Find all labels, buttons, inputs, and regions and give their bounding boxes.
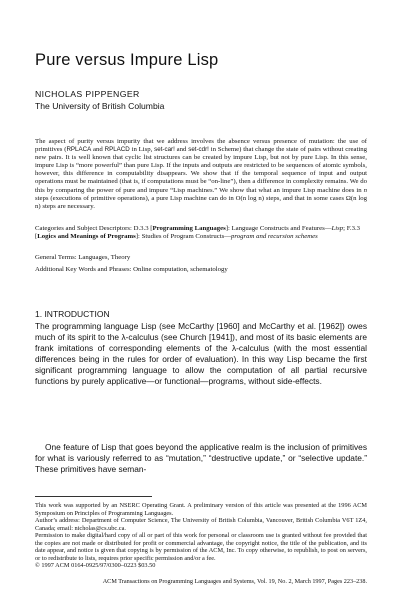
categories-text: ]: Studies of Program Constructs—	[135, 233, 232, 241]
abstract-text: and	[174, 146, 189, 154]
intro-paragraph: One feature of Lisp that goes beyond the applicative realm is the inclusion of primitives for what is variously referred to as “mutation,” “destructive update,” or “selective update.” These primitives have seman-	[35, 442, 367, 475]
copyright-line: © 1997 ACM 0164-0925/97/0300–0223 $03.50	[35, 562, 156, 569]
footnote-grant: This work was supported by an NSERC Operating Grant. A preliminary version of this article was presented at the 1996 ACM Symposium on Principles of Programming Languages.	[35, 502, 367, 517]
abstract-text: and	[91, 146, 105, 154]
abstract-text: steps (executions of primitive operations), a pure Lisp machine can do in	[35, 194, 236, 202]
math-lambda: λ	[121, 332, 126, 343]
footnote-rule	[35, 496, 152, 497]
author-affiliation: The University of British Columbia	[35, 101, 165, 111]
math-lambda: λ	[231, 343, 237, 354]
code-rplaca: RPLACA	[66, 146, 92, 154]
abstract-text: steps, and that in some cases	[264, 194, 346, 202]
category-term: program and recursion schemes	[231, 233, 318, 241]
category-term: Lisp	[331, 225, 344, 232]
abstract	[35, 138, 367, 211]
abstract-text: The aspect of purity versus impurity that we address involves the absence versus presence of mutation: the use of primitives (	[35, 138, 367, 154]
intro-text: -calculus (see Church [1941]), and most of its basic elements are frank imitations of corresponding elements of the	[35, 332, 367, 354]
paper-title: Pure versus Impure Lisp	[35, 51, 219, 69]
footnote	[35, 502, 367, 562]
math-omega-n-log-n: Ω(n log n)	[35, 194, 367, 210]
intro-text: The programming language Lisp (see McCarthy [1960] and McCarthy et al. [1962]) owes much of its spirit to the	[35, 321, 367, 343]
abstract-text: in Scheme) that change the state of pairs without creating new pairs. It is well known that cyclic list structures can be created by impure Lisp, but not by pure Lisp. In this sense, impure Lisp is “more powerful” than pure Lisp. If the inputs and outputs are restricted to be sequences of atomic symbols, however, this difference in computability disappears. We show that if the temporal sequence of input and output operations must be maintained (that is, if computations must be “on-line”), then a difference in complexity remains. We do this by comparing the power of pure and impure “Lisp machines.” We show that what an impure Lisp machine does in	[35, 146, 367, 194]
code-set-car: set-car!	[154, 146, 175, 154]
code-set-cdr: set-cdr!	[188, 146, 209, 154]
code-rplacd: RPLACD	[104, 146, 130, 154]
categories-text: ]: Language Constructs and Features—	[225, 225, 332, 232]
author-name: NICHOLAS PIPPENGER	[35, 89, 140, 99]
math-n: n	[363, 186, 367, 194]
category-term: Programming Languages	[152, 225, 226, 232]
abstract-text: in Lisp,	[129, 146, 155, 154]
intro-text: -calculus (with the most essential differences being in the rules for order of evaluation). In this way Lisp became the first significant programming language to allow the computation of all partial recursive functions by purely applicative—or functional—programs, without side-effects.	[35, 343, 367, 387]
category-term: Logics and Meanings of Programs	[37, 233, 136, 241]
section-heading: 1. INTRODUCTION	[35, 309, 110, 319]
math-o-n-log-n: O(n log n)	[235, 194, 265, 202]
running-footer: ACM Transactions on Programming Languages and Systems, Vol. 19, No. 2, March 1997, Pages 223–238.	[102, 578, 367, 585]
keywords: Additional Key Words and Phrases: Online computation, schematology	[35, 266, 228, 273]
categories	[35, 225, 367, 241]
intro-paragraph	[35, 321, 367, 387]
categories-text: ; F.3.3 [	[35, 225, 361, 241]
footnote-address: Author’s address: Department of Computer Science, The University of British Columbia, Vancouver, British Columbia V6T 1Z4, Canada; email: nicholas@cs.ubc.ca.	[35, 517, 367, 532]
abstract-text: steps are necessary.	[40, 202, 95, 210]
footnote-permission: Permission to make digital/hard copy of all or part of this work for personal or classroom use is granted without fee provided that the copies are not made or distributed for profit or commercial advantage, the copyright notice, the title of the publication, and its date appear, and notice is given that copying is by permission of the ACM, Inc. To copy otherwise, to republish, to post on servers, or to redistribute to lists, requires prior specific permission and/or a fee.	[35, 532, 367, 562]
categories-text: Categories and Subject Descriptors: D.3.3 [	[35, 225, 153, 232]
general-terms: General Terms: Languages, Theory	[35, 254, 131, 261]
